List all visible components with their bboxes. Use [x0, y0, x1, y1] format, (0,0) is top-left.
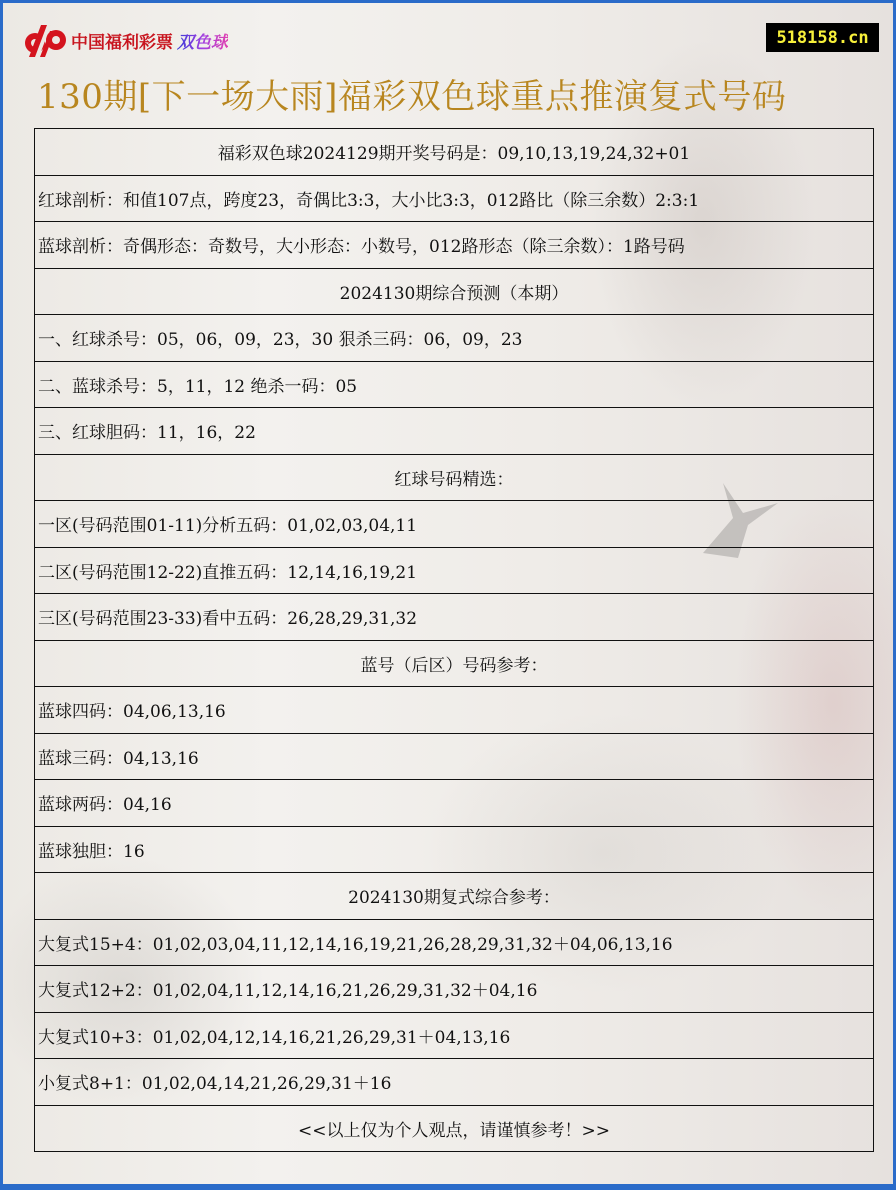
blue-single-cell: 蓝球独胆：16	[35, 826, 874, 873]
zone3-cell: 三区(号码范围23-33)看中五码：26,28,29,31,32	[35, 594, 874, 641]
prediction-table	[34, 128, 874, 1152]
table-row	[35, 826, 874, 873]
blue-two-cell: 蓝球两码：04,16	[35, 780, 874, 827]
table-row	[35, 315, 874, 362]
blue-analysis-cell: 蓝球剖析：奇偶形态：奇数号，大小形态：小数号，012路形态（除三余数）：1路号码	[35, 222, 874, 269]
table-row	[35, 1059, 874, 1106]
logo-game-name: 双色球	[177, 28, 228, 53]
table-row	[35, 454, 874, 501]
table-row	[35, 1105, 874, 1152]
table-row	[35, 408, 874, 455]
zone2-cell: 二区(号码范围12-22)直推五码：12,14,16,19,21	[35, 547, 874, 594]
compound-10-3-cell: 大复式10+3：01,02,04,12,14,16,21,26,29,31＋04,13,16	[35, 1012, 874, 1059]
zone1-cell: 一区(号码范围01-11)分析五码：01,02,03,04,11	[35, 501, 874, 548]
table-row	[35, 175, 874, 222]
compound-8-1-cell: 小复式8+1：01,02,04,14,21,26,29,31＋16	[35, 1059, 874, 1106]
section-heading-compound: 2024130期复式综合参考：	[35, 873, 874, 920]
disclaimer-cell: <<以上仅为个人观点，请谨慎参考！>>	[35, 1105, 874, 1152]
logo-text: 中国福利彩票	[71, 32, 173, 53]
table-row	[35, 1012, 874, 1059]
table-row	[35, 733, 874, 780]
table-row	[35, 919, 874, 966]
table-row	[35, 687, 874, 734]
draw-result-cell: 福彩双色球2024129期开奖号码是：09,10,13,19,24,32+01	[35, 129, 874, 176]
red-kill-cell: 一、红球杀号：05，06，09，23，30 狠杀三码：06，09，23	[35, 315, 874, 362]
page-title: 130期[下一场大雨]福彩双色球重点推演复式号码	[37, 77, 787, 117]
section-heading-red-picks: 红球号码精选：	[35, 454, 874, 501]
table-row	[35, 594, 874, 641]
table-row	[35, 547, 874, 594]
cwl-logo-icon	[23, 23, 67, 57]
blue-four-cell: 蓝球四码：04,06,13,16	[35, 687, 874, 734]
table-row	[35, 268, 874, 315]
blue-kill-cell: 二、蓝球杀号：5，11，12 绝杀一码：05	[35, 361, 874, 408]
table-row	[35, 640, 874, 687]
table-row	[35, 966, 874, 1013]
red-analysis-cell: 红球剖析：和值107点，跨度23，奇偶比3:3，大小比3:3，012路比（除三余数）2:3:1	[35, 175, 874, 222]
table-row	[35, 780, 874, 827]
table-row	[35, 129, 874, 176]
table-row	[35, 873, 874, 920]
compound-15-4-cell: 大复式15+4：01,02,03,04,11,12,14,16,19,21,26,28,29,31,32＋04,06,13,16	[35, 919, 874, 966]
red-banker-cell: 三、红球胆码：11，16，22	[35, 408, 874, 455]
table-row	[35, 501, 874, 548]
section-heading-blue-picks: 蓝号（后区）号码参考：	[35, 640, 874, 687]
welfare-lottery-logo	[23, 23, 228, 57]
table-row	[35, 222, 874, 269]
page-frame	[3, 3, 893, 1184]
compound-12-2-cell: 大复式12+2：01,02,04,11,12,14,16,21,26,29,31,32＋04,16	[35, 966, 874, 1013]
blue-three-cell: 蓝球三码：04,13,16	[35, 733, 874, 780]
table-row	[35, 361, 874, 408]
section-heading-forecast: 2024130期综合预测（本期）	[35, 268, 874, 315]
site-badge: 518158.cn	[766, 23, 879, 52]
